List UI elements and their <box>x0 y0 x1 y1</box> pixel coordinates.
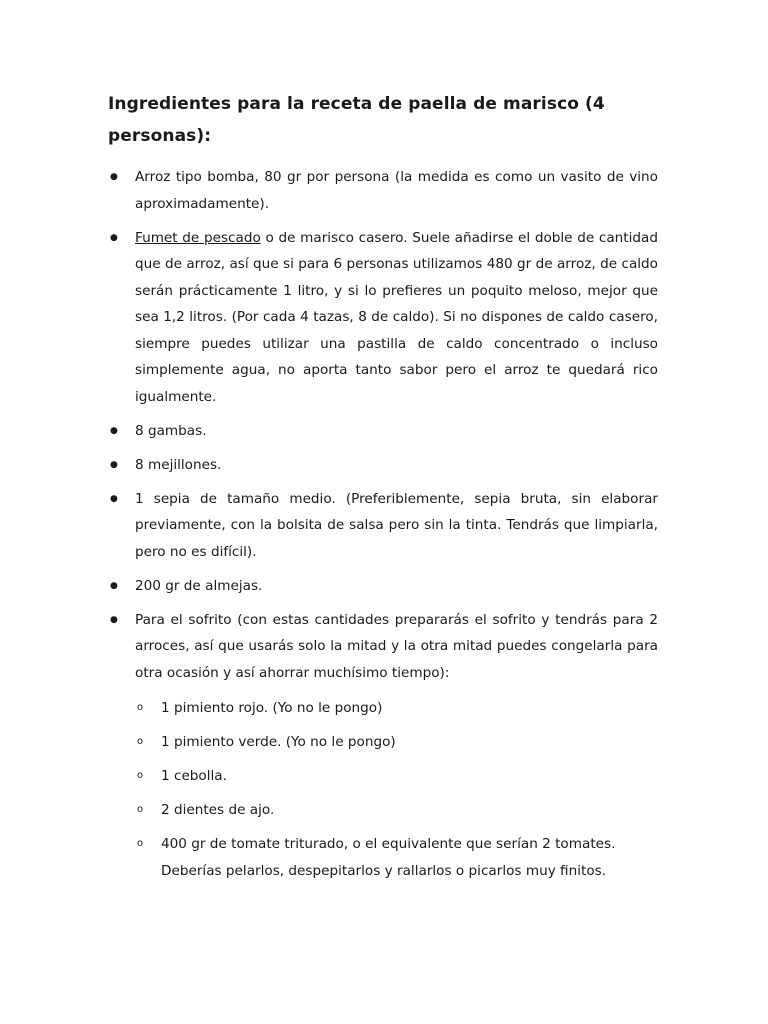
bullet-icon: ● <box>110 493 118 504</box>
ingredient-item-almejas <box>108 573 658 600</box>
sofrito-text: 1 cebolla. <box>161 768 227 784</box>
sofrito-text: 1 pimiento rojo. (Yo no le pongo) <box>161 700 383 716</box>
sofrito-item <box>135 763 658 790</box>
recipe-heading: Ingredientes para la receta de paella de marisco (4 personas): <box>108 94 605 146</box>
sofrito-item <box>135 797 658 824</box>
sub-bullet-icon: o <box>137 702 144 713</box>
bullet-icon: ● <box>110 425 118 436</box>
bullet-icon: ● <box>110 459 118 470</box>
sub-bullet-icon: o <box>137 736 144 747</box>
ingredient-text: o de marisco casero. Suele añadirse el doble de cantidad que de arroz, así que si para 6 personas utilizamos 480 gr de arroz, de caldo serán prácticamente 1 litro, y si lo prefieres un poquito meloso, mejor que sea 1,2 litros. (Por cada 4 tazas, 8 de caldo). Si no dispones de caldo casero, siempre puedes utilizar una pastilla de caldo concentrado o incluso simplemente agua, no aporta tanto sabor pero el arroz te quedará rico igualmente. <box>135 229 658 405</box>
ingredient-text: 200 gr de almejas. <box>135 577 263 594</box>
sofrito-text: 1 pimiento verde. (Yo no le pongo) <box>161 734 396 750</box>
ingredient-item-fumet <box>108 225 658 411</box>
fumet-link[interactable]: Fumet de pescado <box>135 229 261 246</box>
sub-bullet-icon: o <box>137 804 144 815</box>
ingredient-item-sofrito <box>108 607 658 885</box>
ingredient-item-sepia <box>108 486 658 566</box>
bullet-icon: ● <box>110 614 118 625</box>
sub-bullet-icon: o <box>137 838 144 849</box>
ingredient-text: 8 gambas. <box>135 422 207 439</box>
bullet-icon: ● <box>110 172 118 182</box>
ingredient-text: 1 sepia de tamaño medio. (Preferiblemente, sepia bruta, sin elaborar previamente, con la bolsita de salsa pero sin la tinta. Tendrás que limpiarla, pero no es difícil). <box>135 490 658 560</box>
ingredient-item-gambas <box>108 418 658 445</box>
document-body <box>108 88 658 892</box>
ingredient-text: Para el sofrito (con estas cantidades prepararás el sofrito y tendrás para 2 arroces, así que usarás solo la mitad y la otra mitad puedes congelarla para otra ocasión y así ahorrar muchísimo tiempo): <box>135 611 658 681</box>
sofrito-list <box>135 695 658 884</box>
bullet-icon: ● <box>110 232 118 243</box>
sofrito-item <box>135 831 658 884</box>
ingredient-text: 8 mejillones. <box>135 456 222 473</box>
ingredient-text: Arroz tipo bomba, 80 gr por persona (la medida es como un vasito de vino aproximadamente). <box>135 169 658 212</box>
ingredient-list <box>108 164 658 884</box>
sofrito-item <box>135 729 658 756</box>
sub-bullet-icon: o <box>137 770 144 781</box>
ingredient-item-mejillones <box>108 452 658 479</box>
sofrito-text: 2 dientes de ajo. <box>161 802 275 818</box>
bullet-icon: ● <box>110 580 118 591</box>
ingredient-item-rice <box>108 164 658 217</box>
sofrito-item <box>135 695 658 722</box>
sofrito-text: 400 gr de tomate triturado, o el equivalente que serían 2 tomates. Deberías pelarlos, despepitarlos y rallarlos o picarlos muy finitos. <box>161 836 616 879</box>
